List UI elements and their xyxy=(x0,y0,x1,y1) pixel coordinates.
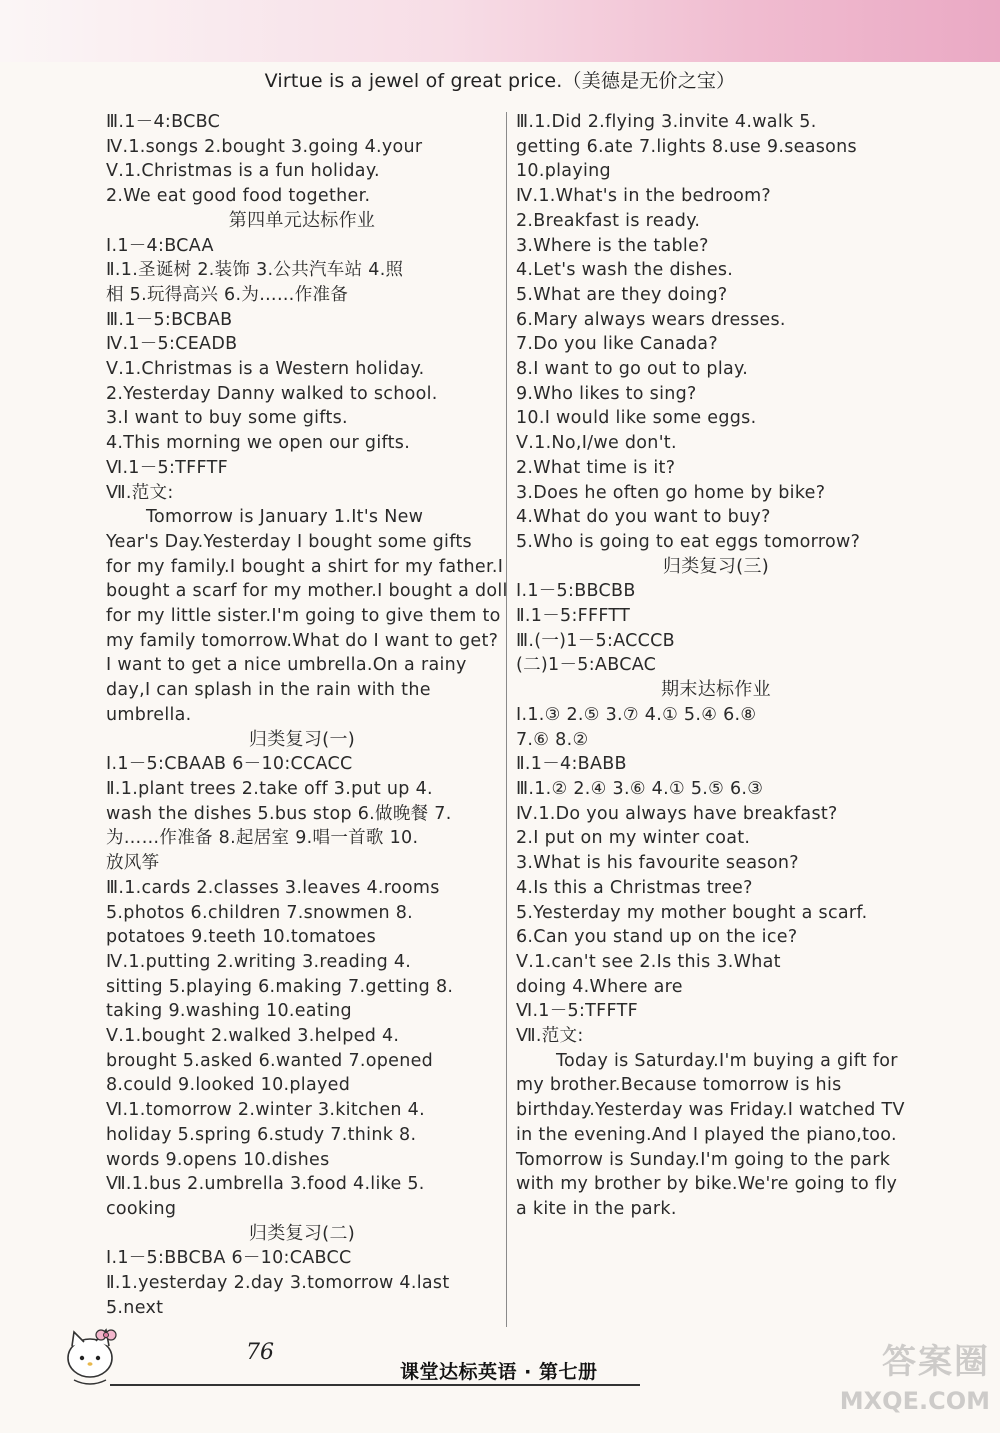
answer-line: Ⅱ.1－4:BABB xyxy=(516,754,627,775)
answer-line: Ⅲ.1.② 2.④ 3.⑥ 4.① 5.⑤ 6.③ xyxy=(516,778,764,799)
answer-line: 9.Who likes to sing? xyxy=(516,383,697,404)
answer-line: Ⅱ.1.yesterday 2.day 3.tomorrow 4.last xyxy=(106,1273,450,1294)
answer-line: Ⅱ.1－5:FFFTT xyxy=(516,606,631,627)
left-answer-column xyxy=(106,110,508,1320)
decorative-top-band xyxy=(0,0,1000,62)
essay-line: my family tomorrow.What do I want to get? xyxy=(106,630,499,651)
essay-line: for my little sister.I'm going to give them to xyxy=(106,606,501,627)
section-heading: 归类复习(三) xyxy=(662,555,770,577)
answer-line: 3.Does he often go home by bike? xyxy=(516,482,826,503)
answer-line: Ⅳ.1.Do you always have breakfast? xyxy=(516,803,838,824)
answer-line: Ⅰ.1－5:BBCBA 6－10:CABCC xyxy=(106,1248,352,1269)
answer-line: Ⅳ.1－5:CEADB xyxy=(106,334,238,355)
answer-line: Ⅴ.1.Christmas is a fun holiday. xyxy=(106,161,380,182)
answer-line: 7.Do you like Canada? xyxy=(516,334,718,355)
answer-line: Ⅴ.1.bought 2.walked 3.helped 4. xyxy=(106,1026,400,1047)
answer-line: Ⅳ.1.songs 2.bought 3.going 4.your xyxy=(106,136,423,157)
answer-line: 3.I want to buy some gifts. xyxy=(106,408,348,429)
essay-line: umbrella. xyxy=(106,704,192,725)
answer-line: Ⅰ.1.③ 2.⑤ 3.⑦ 4.① 5.④ 6.⑧ xyxy=(516,704,757,725)
answer-line: 10.playing xyxy=(516,161,611,182)
essay-line: I want to get a nice umbrella.On a rainy xyxy=(106,655,467,676)
answer-line: Ⅴ.1.No,I/we don't. xyxy=(516,433,677,454)
answer-line: Ⅰ.1－5:CBAAB 6－10:CCACC xyxy=(106,754,353,775)
answer-line: wash the dishes 5.bus stop 6.做晚餐 7. xyxy=(106,803,452,824)
answer-line: 为……作准备 8.起居室 9.唱一首歌 10. xyxy=(106,828,419,849)
answer-line: 5.What are they doing? xyxy=(516,284,728,305)
answer-line: 5.next xyxy=(106,1297,164,1318)
answer-line: Ⅶ.范文: xyxy=(516,1026,584,1047)
answer-line: 6.Mary always wears dresses. xyxy=(516,309,786,330)
section-heading: 归类复习(二) xyxy=(248,1222,356,1244)
answer-line: 2.We eat good food together. xyxy=(106,186,371,207)
answer-line: 4.Is this a Christmas tree? xyxy=(516,877,753,898)
book-title: 课堂达标英语 · 第七册 xyxy=(400,1361,598,1383)
essay-line: bought a scarf for my mother.I bought a doll xyxy=(106,581,508,602)
answer-line: brought 5.asked 6.wanted 7.opened xyxy=(106,1050,434,1071)
essay-line: my brother.Because tomorrow is his xyxy=(516,1075,842,1096)
answer-line: 放风筝 xyxy=(106,853,160,874)
essay-line: for my family.I bought a shirt for my father.I xyxy=(106,556,504,577)
answer-line: Ⅵ.1.tomorrow 2.winter 3.kitchen 4. xyxy=(106,1100,425,1121)
essay-line: Year's Day.Yesterday I bought some gifts xyxy=(106,531,472,552)
kitty-mascot-icon xyxy=(60,1318,120,1390)
answer-line: Ⅰ.1－4:BCAA xyxy=(106,235,214,256)
essay-line: day,I can splash in the rain with the xyxy=(106,680,431,701)
answer-line: Ⅱ.1.圣诞树 2.装饰 3.公共汽车站 4.照 xyxy=(106,260,404,281)
answer-line: getting 6.ate 7.lights 8.use 9.seasons xyxy=(516,136,857,157)
answer-line: potatoes 9.teeth 10.tomatoes xyxy=(106,927,377,948)
section-heading: 第四单元达标作业 xyxy=(228,209,376,231)
site-watermark xyxy=(810,1340,990,1428)
answer-line: holiday 5.spring 6.study 7.think 8. xyxy=(106,1124,417,1145)
answer-line: cooking xyxy=(106,1198,177,1219)
answer-line: 2.Yesterday Danny walked to school. xyxy=(106,383,438,404)
answer-line: 相 5.玩得高兴 6.为……作准备 xyxy=(106,284,349,305)
answer-line: Ⅴ.1.Christmas is a Western holiday. xyxy=(106,359,425,380)
answer-line: 10.I would like some eggs. xyxy=(516,408,757,429)
answer-line: 8.could 9.looked 10.played xyxy=(106,1075,351,1096)
essay-line: Tomorrow is Sunday.I'm going to the park xyxy=(516,1149,891,1170)
essay-line: birthday.Yesterday was Friday.I watched TV xyxy=(516,1100,905,1121)
right-answer-column xyxy=(516,110,916,1222)
answer-line: Ⅵ.1－5:TFFTF xyxy=(106,457,228,478)
answer-line: Ⅲ.1－5:BCBAB xyxy=(106,309,233,330)
answer-line: words 9.opens 10.dishes xyxy=(106,1149,330,1170)
answer-line: Ⅶ.范文: xyxy=(106,482,174,503)
answer-line: 3.What is his favourite season? xyxy=(516,853,799,874)
answer-line: Ⅲ.(一)1－5:ACCCB xyxy=(516,630,675,651)
answer-line: Ⅵ.1－5:TFFTF xyxy=(516,1001,638,1022)
answer-line: Ⅳ.1.What's in the bedroom? xyxy=(516,186,772,207)
essay-line: in the evening.And I played the piano,too. xyxy=(516,1124,897,1145)
watermark-text: 答案圈 xyxy=(882,1342,990,1382)
column-divider xyxy=(506,112,507,1327)
essay-line: Today is Saturday.I'm buying a gift for xyxy=(556,1050,898,1071)
footer-rule xyxy=(110,1384,640,1386)
answer-line: Ⅶ.1.bus 2.umbrella 3.food 4.like 5. xyxy=(106,1174,425,1195)
answer-line: Ⅳ.1.putting 2.writing 3.reading 4. xyxy=(106,951,412,972)
answer-line: 4.Let's wash the dishes. xyxy=(516,260,734,281)
answer-line: 2.Breakfast is ready. xyxy=(516,210,701,231)
answer-line: Ⅴ.1.can't see 2.Is this 3.What xyxy=(516,951,781,972)
page-motto: Virtue is a jewel of great price.（美德是无价之宝） xyxy=(264,70,736,92)
watermark-url: MXQE.COM xyxy=(839,1387,990,1415)
answer-line: 5.Who is going to eat eggs tomorrow? xyxy=(516,531,861,552)
answer-line: 8.I want to go out to play. xyxy=(516,359,749,380)
answer-line: 5.Yesterday my mother bought a scarf. xyxy=(516,902,868,923)
answer-line: Ⅰ.1－5:BBCBB xyxy=(516,581,636,602)
essay-line: with my brother by bike.We're going to fly xyxy=(516,1174,898,1195)
answer-line: taking 9.washing 10.eating xyxy=(106,1001,352,1022)
answer-line: sitting 5.playing 6.making 7.getting 8. xyxy=(106,976,454,997)
answer-line: Ⅱ.1.plant trees 2.take off 3.put up 4. xyxy=(106,778,433,799)
essay-line: Tomorrow is January 1.It's New xyxy=(146,507,424,528)
answer-line: 6.Can you stand up on the ice? xyxy=(516,927,798,948)
answer-line: 4.This morning we open our gifts. xyxy=(106,433,411,454)
answer-line: doing 4.Where are xyxy=(516,976,683,997)
section-heading: 归类复习(一) xyxy=(248,728,356,750)
answer-line: (二)1－5:ABCAC xyxy=(516,655,657,676)
answer-line: Ⅲ.1－4:BCBC xyxy=(106,112,221,132)
answer-line: 2.What time is it? xyxy=(516,457,676,478)
answer-line: 7.⑥ 8.② xyxy=(516,729,589,750)
answer-line: 5.photos 6.children 7.snowmen 8. xyxy=(106,902,414,923)
answer-line: 4.What do you want to buy? xyxy=(516,507,771,528)
answer-line: 2.I put on my winter coat. xyxy=(516,828,751,849)
answer-line: 3.Where is the table? xyxy=(516,235,709,256)
page-number: 76 xyxy=(246,1340,274,1365)
section-heading: 期末达标作业 xyxy=(661,679,771,701)
answer-line: Ⅲ.1.cards 2.classes 3.leaves 4.rooms xyxy=(106,877,440,898)
answer-line: Ⅲ.1.Did 2.flying 3.invite 4.walk 5. xyxy=(516,112,817,132)
essay-line: a kite in the park. xyxy=(516,1198,677,1219)
